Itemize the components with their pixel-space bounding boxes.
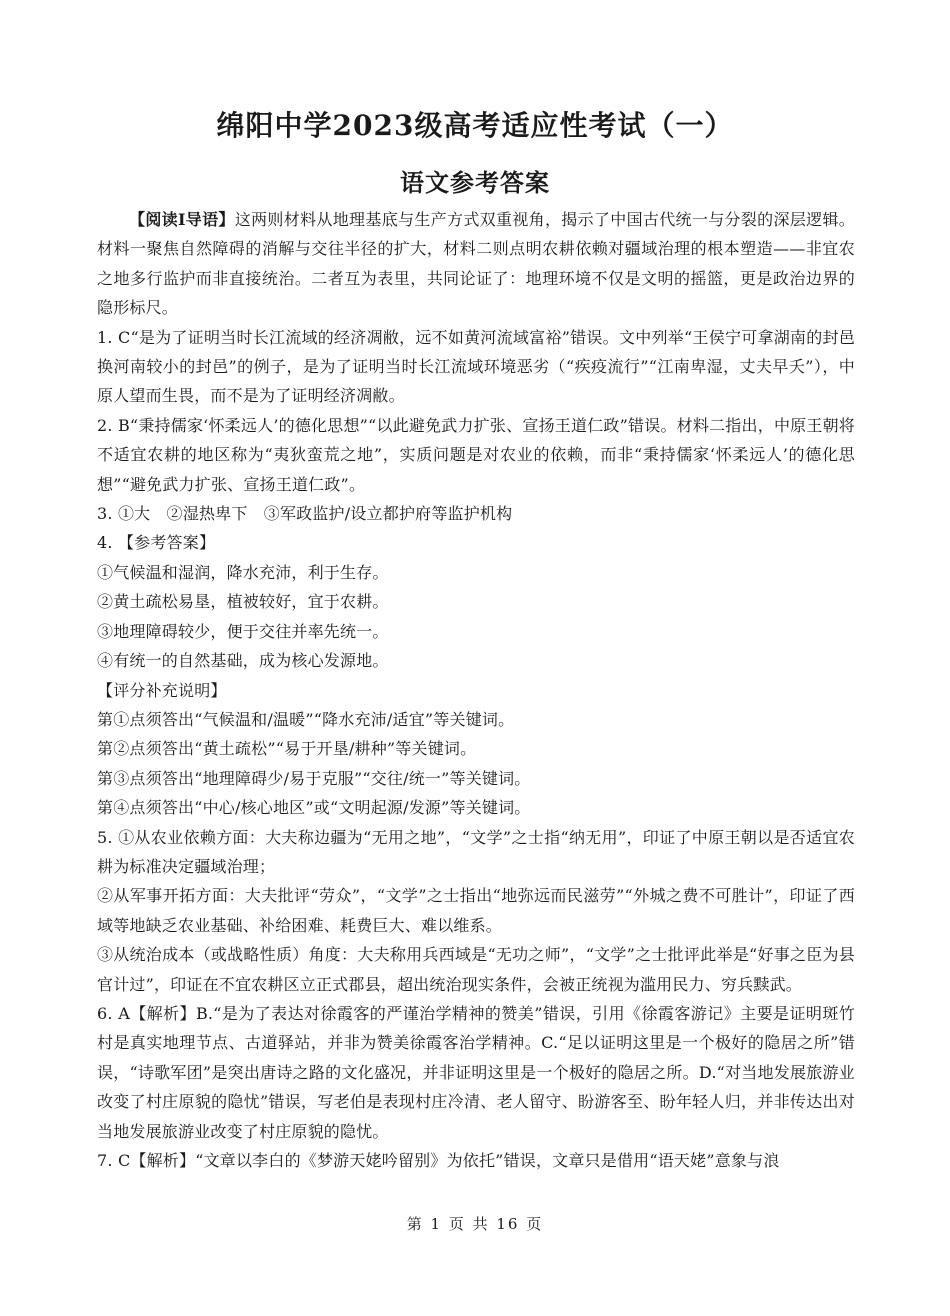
document-title: 绵阳中学2023级高考适应性考试（一） bbox=[216, 109, 734, 142]
answer-5-point-1: 5. ①从农业依赖方面：大夫称边疆为“无用之地”，“文学”之士指“纳无用”，印证了中原王朝以是否适宜农耕为标准决定疆域治理； bbox=[97, 827, 855, 876]
answer-4-point-1: ①气候温和湿润，降水充沛，利于生存。 bbox=[97, 562, 389, 582]
document-subtitle: 语文参考答案 bbox=[400, 168, 550, 197]
answer-5-point-3: ③从统治成本（或战略性质）角度：大夫称用兵西域是“无功之师”，“文学”之士批评此举是“好事之臣为县官计过”，印证在不宜农耕区立正式郡县，超出统治现实条件，会被正统视为滥用民力、穷兵黩武。 bbox=[97, 945, 855, 994]
scoring-note-3: 第③点须答出“地理障碍少/易于克服”“交往/统一”等关键词。 bbox=[97, 768, 531, 788]
page-footer: 第 1 页 共 16 页 bbox=[406, 1215, 544, 1233]
answer-1: 1. C“是为了证明当时长江流域的经济凋敝，远不如黄河流域富裕”错误。文中列举“王侯宁可拿湖南的封邑换河南较小的封邑”的例子，是为了证明当时长江流域环境恶劣（“疾疫流行”“江南卑湿，丈夫早夭”），中原人望而生畏，而不是为了证明经济凋敝。 bbox=[97, 327, 855, 406]
scoring-heading: 【评分补充说明】 bbox=[97, 680, 227, 700]
scoring-note-4: 第④点须答出“中心/核心地区”或“文明起源/发源”等关键词。 bbox=[97, 798, 531, 818]
intro-tag: 【阅读I导语】 bbox=[129, 210, 235, 229]
answer-2: 2. B“秉持儒家‘怀柔远人’的德化思想”“以此避免武力扩张、宣扬王道仁政”错误。材料二指出，中原王朝将不适宜农耕的地区称为“夷狄蛮荒之地”，实质问题是对农业的依赖，而非“秉持儒家‘怀柔远人’的德化思想”“避免武力扩张、宣扬王道仁政”。 bbox=[97, 415, 855, 494]
answer-5-point-2: ②从军事开拓方面：大夫批评“劳众”，“文学”之士指出“地弥远而民滋劳”“外城之费不可胜计”，印证了西域等地缺乏农业基础、补给困难、耗费巨大、难以维系。 bbox=[97, 886, 855, 935]
answer-4-heading: 4. 【参考答案】 bbox=[97, 533, 216, 553]
scoring-note-2: 第②点须答出“黄土疏松”“易于开垦/耕种”等关键词。 bbox=[97, 739, 477, 759]
answer-6: 6. A【解析】B.“是为了表达对徐霞客的严谨治学精神的赞美”错误，引用《徐霞客游记》主要是证明斑竹村是真实地理节点、古道驿站，并非为赞美徐霞客治学精神。C.“足以证明这里是一个极好的隐居之所”错误，“诗歌军团”是突出唐诗之路的文化盛况，并非证明这里是一个极好的隐居之所。D.“对当地发展旅游业改变了村庄原貌的隐忧”错误，写老伯是表现村庄冷清、老人留守、盼游客至、盼年轻人归，并非传达出对当地发展旅游业改变了村庄原貌的隐忧。 bbox=[97, 1003, 855, 1141]
answer-4-point-2: ②黄土疏松易垦，植被较好，宜于农耕。 bbox=[97, 592, 389, 612]
intro-paragraph bbox=[97, 205, 855, 323]
answer-4-point-4: ④有统一的自然基础，成为核心发源地。 bbox=[97, 651, 389, 671]
answer-4-point-3: ③地理障碍较少，便于交往并率先统一。 bbox=[97, 621, 389, 641]
intro-text: 这两则材料从地理基底与生产方式双重视角，揭示了中国古代统一与分裂的深层逻辑。材料一聚焦自然障碍的消解与交往半径的扩大，材料二则点明农耕依赖对疆域治理的根本塑造——非宜农之地多行监护而非直接统治。二者互为表里，共同论证了：地理环境不仅是文明的摇篮，更是政治边界的隐形标尺。 bbox=[97, 210, 855, 318]
answer-body bbox=[97, 205, 855, 1175]
answer-3: 3. ①大 ②湿热卑下 ③军政监护/设立都护府等监护机构 bbox=[97, 504, 513, 524]
answer-7: 7. C【解析】“文章以李白的《梦游天姥吟留别》为依托”错误，文章只是借用“语天姥”意象与浪 bbox=[97, 1151, 780, 1170]
scoring-note-1: 第①点须答出“气候温和/温暖”“降水充沛/适宜”等关键词。 bbox=[97, 709, 515, 729]
